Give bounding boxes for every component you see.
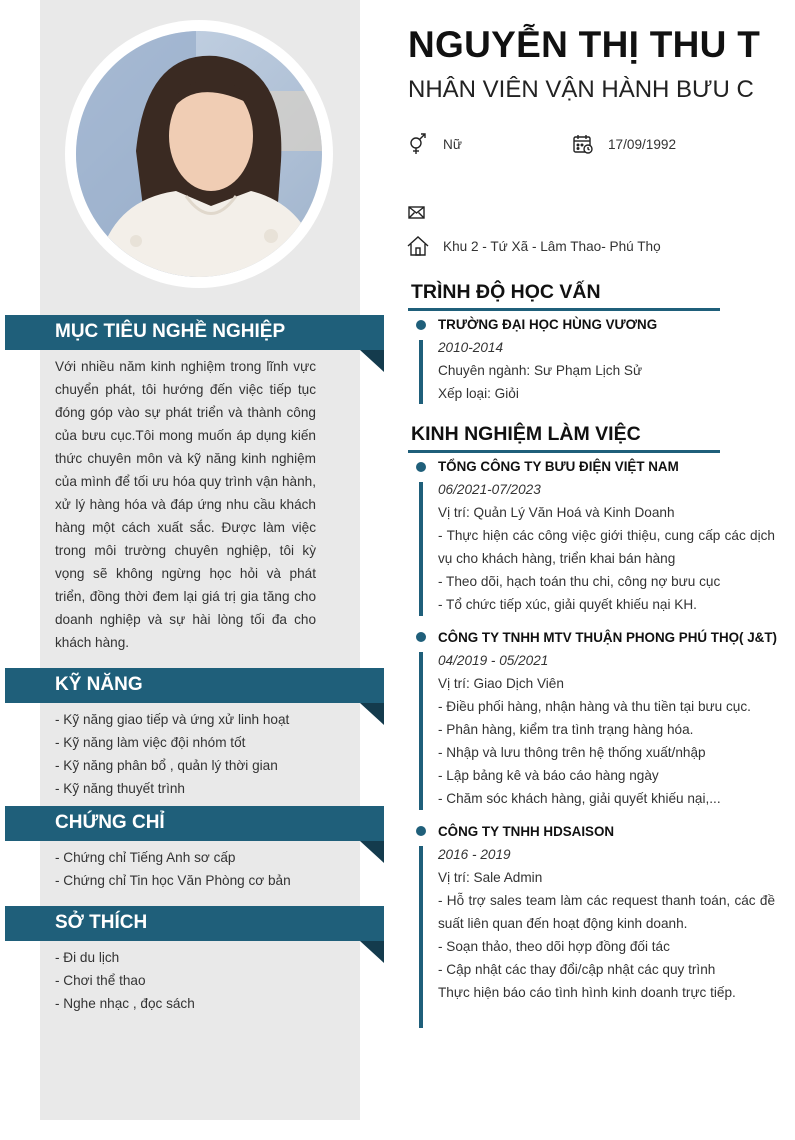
list-item: - Kỹ năng phân bổ , quản lý thời gian xyxy=(55,758,278,773)
company-name: CÔNG TY TNHH MTV THUẬN PHONG PHÚ THỌ( J&T) xyxy=(438,630,777,645)
education-period: 2010-2014 xyxy=(438,340,504,355)
timeline-line xyxy=(419,846,423,1028)
job-task: - Nhập và lưu thông trên hệ thống xuất/nhập xyxy=(438,745,706,760)
job-task: - Điều phối hàng, nhận hàng và thu tiền tại bưu cục. xyxy=(438,699,751,714)
certificates-list xyxy=(55,846,355,892)
objective-title: MỤC TIÊU NGHỀ NGHIỆP xyxy=(55,321,286,342)
education-grade: Xếp loại: Giỏi xyxy=(438,386,519,401)
job-entry xyxy=(438,820,775,1004)
job-position: Vị trí: Sale Admin xyxy=(438,870,543,885)
list-item: - Kỹ năng thuyết trình xyxy=(55,781,185,796)
calendar-icon xyxy=(572,133,594,155)
hobbies-title: SỞ THÍCH xyxy=(55,912,148,933)
job-task: - Tổ chức tiếp xúc, giải quyết khiếu nại KH. xyxy=(438,597,697,612)
job-position: Vị trí: Quản Lý Văn Hoá và Kinh Doanh xyxy=(438,505,675,520)
timeline-bullet xyxy=(416,632,426,642)
job-task: - Lập bảng kê và báo cáo hàng ngày xyxy=(438,768,659,783)
list-item: - Kỹ năng giao tiếp và ứng xử linh hoạt xyxy=(55,712,290,727)
job-task: - Soạn thảo, theo dõi hợp đồng đối tác xyxy=(438,939,670,954)
list-item: - Kỹ năng làm việc đội nhóm tốt xyxy=(55,735,246,750)
job-task: - Thực hiện các công việc giới thiệu, cung cấp các dịch vụ cho khách hàng, triển khai bán hàng xyxy=(438,528,775,566)
experience-title: KINH NGHIỆM LÀM VIỆC xyxy=(411,423,641,445)
company-name: TỔNG CÔNG TY BƯU ĐIỆN VIỆT NAM xyxy=(438,459,679,474)
candidate-name: NGUYỄN THỊ THU T xyxy=(408,24,761,65)
skills-list xyxy=(55,708,355,800)
timeline-bullet xyxy=(416,462,426,472)
job-entry xyxy=(438,455,775,616)
hobbies-list xyxy=(55,946,355,1015)
list-item: - Nghe nhạc , đọc sách xyxy=(55,996,195,1011)
list-item: - Chứng chỉ Tiếng Anh sơ cấp xyxy=(55,850,236,865)
job-task: - Hỗ trợ sales team làm các request thanh toán, các đề suất liên quan đến hoạt động kinh doanh. xyxy=(438,893,775,931)
mail-icon xyxy=(407,202,429,224)
avatar xyxy=(76,31,322,277)
section-divider xyxy=(408,450,720,453)
certificates-title: CHỨNG CHỈ xyxy=(55,812,165,833)
list-item: - Chơi thể thao xyxy=(55,973,146,988)
gender-value: Nữ xyxy=(443,137,462,152)
list-item: - Đi du lịch xyxy=(55,950,120,965)
job-task: Thực hiện báo cáo tình hình kinh doanh trực tiếp. xyxy=(438,985,736,1000)
job-task: - Phân hàng, kiểm tra tình trạng hàng hóa. xyxy=(438,722,694,737)
job-position: Vị trí: Giao Dịch Viên xyxy=(438,676,564,691)
certificates-section-header xyxy=(5,806,384,841)
candidate-role: NHÂN VIÊN VẬN HÀNH BƯU C xyxy=(408,76,754,103)
job-task: - Chăm sóc khách hàng, giải quyết khiếu nại,... xyxy=(438,791,721,806)
timeline-line xyxy=(419,652,423,810)
ribbon-fold xyxy=(360,350,384,372)
list-item: - Chứng chỉ Tin học Văn Phòng cơ bản xyxy=(55,873,291,888)
education-title: TRÌNH ĐỘ HỌC VẤN xyxy=(411,281,601,303)
skills-section-header xyxy=(5,668,384,703)
ribbon-fold xyxy=(360,841,384,863)
job-entry xyxy=(438,626,775,810)
education-entry xyxy=(438,313,775,405)
hobbies-section-header xyxy=(5,906,384,941)
timeline-line xyxy=(419,340,423,404)
skills-title: KỸ NĂNG xyxy=(55,674,143,695)
company-name: CÔNG TY TNHH HDSAISON xyxy=(438,824,615,839)
job-task: - Theo dõi, hạch toán thu chi, công nợ bưu cục xyxy=(438,574,721,589)
ribbon-fold xyxy=(360,703,384,725)
timeline-line xyxy=(419,482,423,616)
ribbon-fold xyxy=(360,941,384,963)
job-task: - Cập nhật các thay đổi/cập nhật các quy trình xyxy=(438,962,716,977)
timeline-bullet xyxy=(416,826,426,836)
school-name: TRƯỜNG ĐẠI HỌC HÙNG VƯƠNG xyxy=(438,317,658,332)
job-period: 06/2021-07/2023 xyxy=(438,482,541,497)
objective-text: Với nhiều năm kinh nghiệm trong lĩnh vực chuyển phát, tôi hướng đến việc tiếp tục đóng góp vào sự phát triển và thành công của bưu cục.Tôi mong muốn áp dụng kiến thức chuyên môn và kỹ năng kinh nghiệm của mình để tối ưu hóa quy trình vận hành, xử lý hàng hóa và đáp ứng nhu cầu khách hàng một cách xuất sắc. Được làm việc trong môi trường chuyên nghiệp, tôi kỳ vọng sẽ không ngừng học hỏi và phát triển, đồng thời đem lại giá trị gia tăng cho doanh nghiệp và sự hài lòng tối đa cho khách hàng. xyxy=(55,359,316,650)
address-value: Khu 2 - Tứ Xã - Lâm Thao- Phú Thọ xyxy=(443,239,661,254)
job-period: 04/2019 - 05/2021 xyxy=(438,653,549,668)
gender-icon xyxy=(407,133,429,155)
home-icon xyxy=(407,235,429,257)
objective-section-header xyxy=(5,315,384,350)
birthday-value: 17/09/1992 xyxy=(608,137,677,152)
section-divider xyxy=(408,308,720,311)
job-period: 2016 - 2019 xyxy=(438,847,511,862)
education-major: Chuyên ngành: Sư Phạm Lịch Sử xyxy=(438,363,643,378)
timeline-bullet xyxy=(416,320,426,330)
